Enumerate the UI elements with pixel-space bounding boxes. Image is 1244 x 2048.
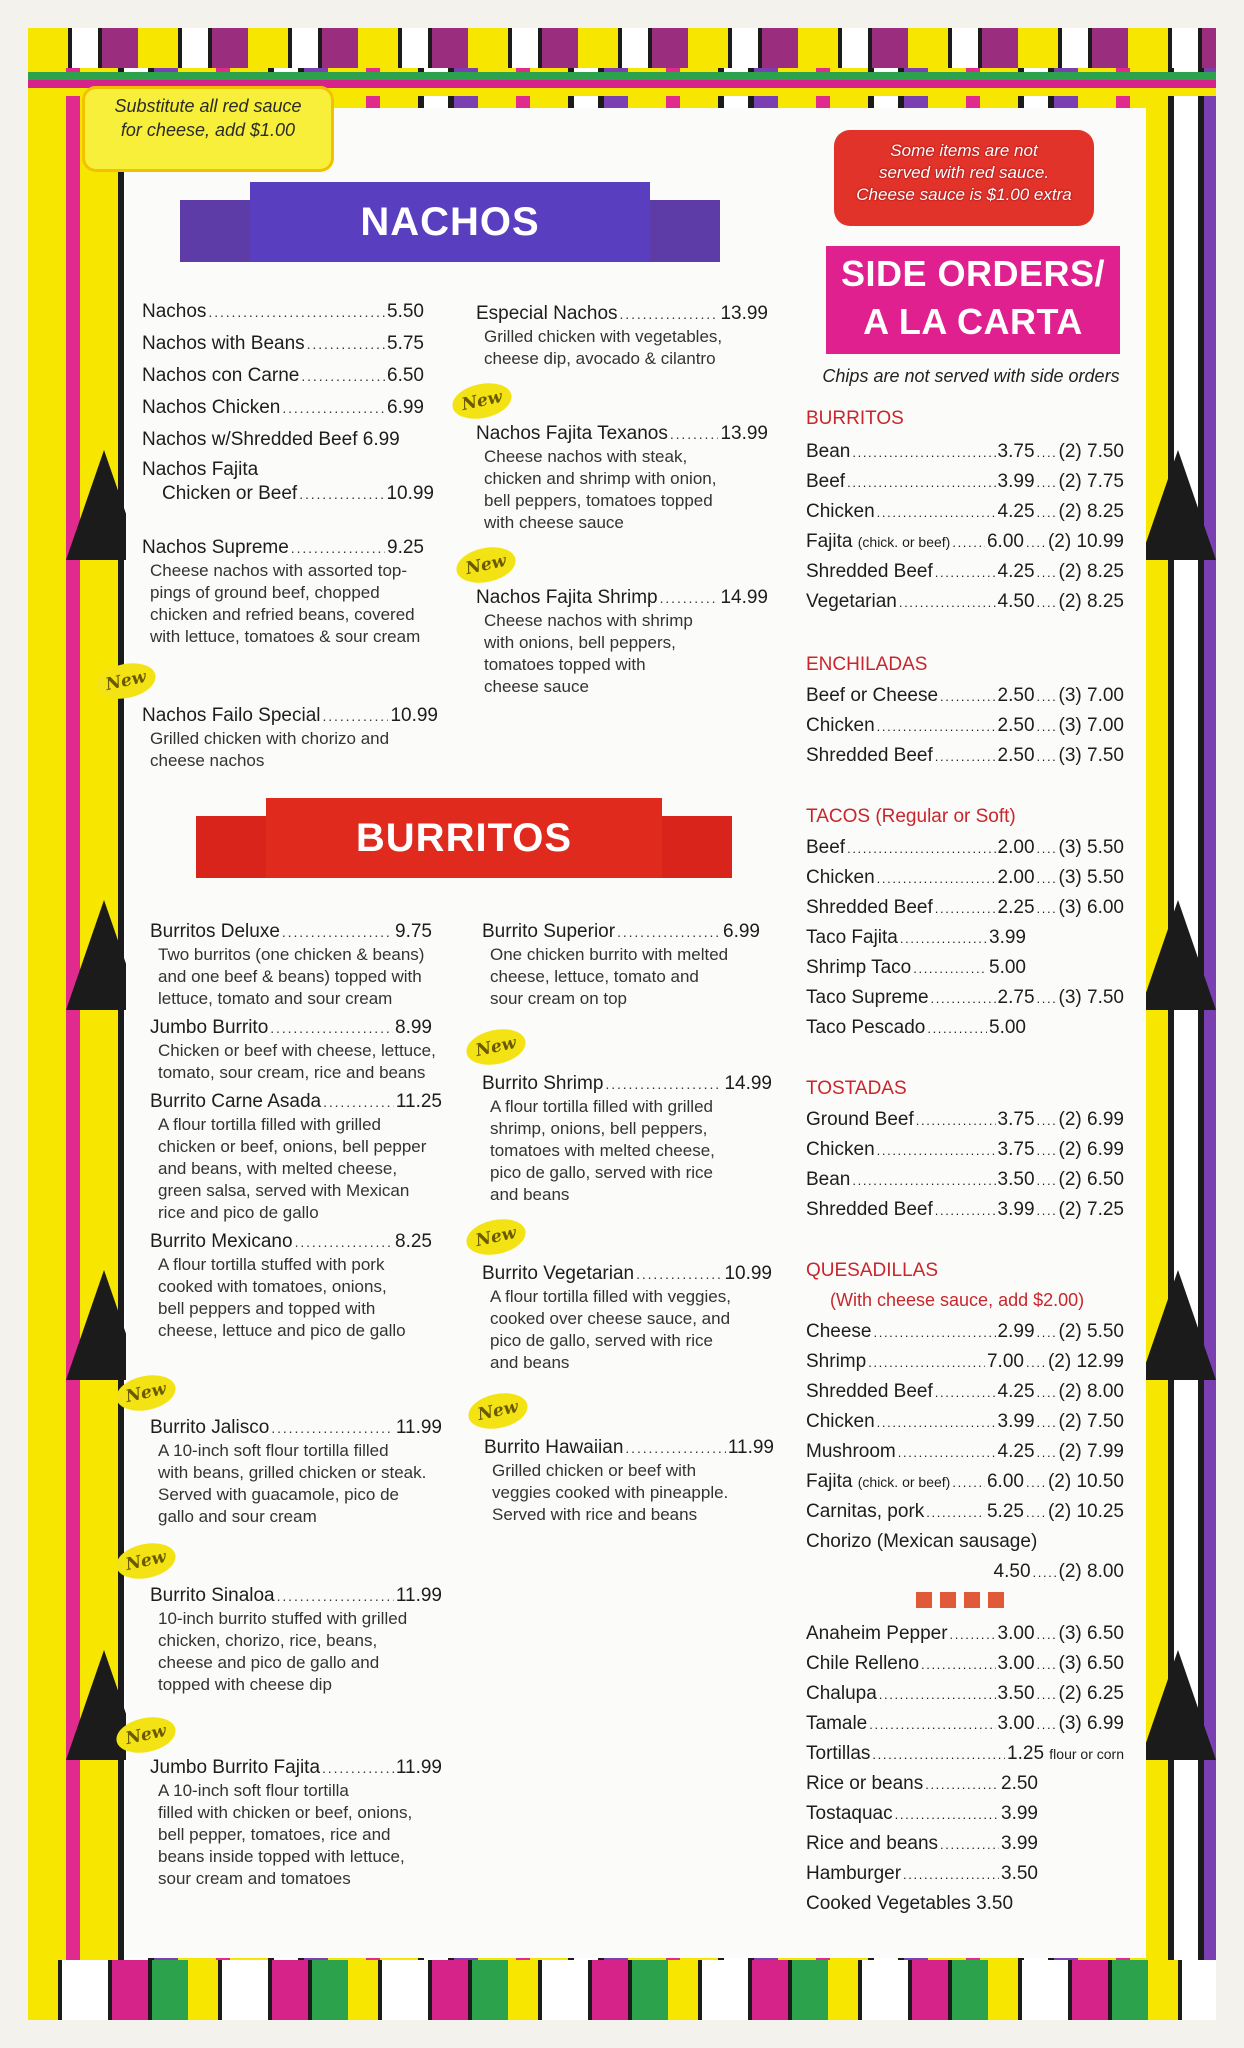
decorative-band (28, 72, 1216, 80)
side-item: Mushroom . . . 4.25 . . . (2) 7.99 (806, 1440, 1124, 1465)
side-item: Shredded Beef . . . 4.25 . . . (2) 8.00 (806, 1380, 1124, 1405)
side-item: Taco Pescado . . . 5.00 (806, 1016, 1026, 1041)
nachos-title: NACHOS (250, 182, 650, 262)
side-item: Chicken . . . 4.25 . . . (2) 8.25 (806, 500, 1124, 525)
side-item: Shredded Beef . . . 4.25 . . . (2) 8.25 (806, 560, 1124, 585)
decorative-triangle (1140, 450, 1216, 560)
menu-item: Burritos Deluxe . . . 9.75 Two burritos (one chicken & beans) and one beef & beans) topped with lettuce, tomato and sour cream (150, 920, 470, 1010)
divider-ornament (916, 1592, 1004, 1608)
side-item: Taco Fajita . . . 3.99 (806, 926, 1026, 951)
decorative-bottom-stripe (28, 1960, 1216, 2020)
side-section-title: TOSTADAS (806, 1078, 907, 1099)
side-item: Chicken . . . 2.50 . . . (3) 7.00 (806, 714, 1124, 739)
side-item: Beef or Cheese . . . 2.50 . . . (3) 7.00 (806, 684, 1124, 709)
side-item: Chalupa . . . 3.50 . . . (2) 6.25 (806, 1682, 1124, 1707)
side-item: Bean . . . 3.50 . . . (2) 6.50 (806, 1168, 1124, 1193)
side-item: Tostaquac . . . 3.99 (806, 1802, 1038, 1827)
nachos-banner (180, 182, 720, 262)
side-item: Carnitas, pork . . . 5.25 . . . (2) 10.25 (806, 1500, 1124, 1525)
red-sauce-substitution-note: Substitute all red sauce for cheese, add $1.00 (82, 86, 334, 172)
menu-item: Nachos Fajita Shrimp . . . 14.99 Cheese nachos with shrimp with onions, bell peppers, tomatoes topped with cheese sauce (476, 586, 768, 698)
side-item: Cheese . . . 2.99 . . . (2) 5.50 (806, 1320, 1124, 1345)
menu-item: Burrito Sinaloa . . . 11.99 10-inch burrito stuffed with grilled chicken, chorizo, rice, beans, cheese and pico de gallo and topped with cheese dip (150, 1584, 470, 1696)
side-item: Chicken . . . 3.99 . . . (2) 7.50 (806, 1410, 1124, 1435)
side-section-title: TACOS (Regular or Soft) (806, 806, 1016, 827)
side-item: Chile Relleno . . . 3.00 . . . (3) 6.50 (806, 1652, 1124, 1677)
decorative-triangle (1140, 1270, 1216, 1380)
new-badge: New (463, 1214, 529, 1260)
side-item: Vegetarian . . . 4.50 . . . (2) 8.25 (806, 590, 1124, 615)
side-item: Fajita (chick. or beef) . . . 6.00 . . . (2) 10.99 (806, 530, 1124, 555)
menu-item: Burrito Shrimp . . . 14.99 A flour tortilla filled with grilled shrimp, onions, bell peppers, tomatoes with melted cheese, pico de gallo, served with rice and beans (482, 1072, 782, 1206)
side-item: Beef . . . 3.99 . . . (2) 7.75 (806, 470, 1124, 495)
menu-item: Burrito Jalisco . . . 11.99 A 10-inch soft flour tortilla filled with beans, grilled chicken or steak. Served with guacamole, pico de gallo and sour cream (150, 1416, 470, 1528)
menu-item: Burrito Mexicano . . . 8.25 A flour tortilla stuffed with pork cooked with tomatoes, onions, bell peppers and topped with cheese, lettuce and pico de gallo (150, 1230, 470, 1342)
side-item: Chorizo (Mexican sausage) (806, 1531, 1038, 1552)
menu-item: Jumbo Burrito Fajita . . . 11.99 A 10-inch soft flour tortilla filled with chicken or beef, onions, bell pepper, tomatoes, rice and beans inside topped with lettuce, sour cream and tomatoes (150, 1756, 470, 1890)
side-item: Shredded Beef . . . 3.99 . . . (2) 7.25 (806, 1198, 1124, 1223)
side-section-title: QUESADILLAS (806, 1260, 938, 1281)
decorative-top-stripe (28, 28, 1216, 68)
new-badge: New (113, 1370, 179, 1416)
new-badge: New (113, 1538, 179, 1584)
side-section-title: BURRITOS (806, 408, 904, 429)
side-section-subtitle: (With cheese sauce, add $2.00) (830, 1290, 1085, 1310)
menu-item: Especial Nachos . . . 13.99 Grilled chicken with vegetables, cheese dip, avocado & cilantro (476, 302, 768, 370)
side-orders-header: SIDE ORDERS/ A LA CARTA (826, 246, 1120, 354)
side-item: Shredded Beef . . . 2.50 . . . (3) 7.50 (806, 744, 1124, 769)
decorative-triangle (1140, 1650, 1216, 1760)
side-item: Bean . . . 3.75 . . . (2) 7.50 (806, 440, 1124, 465)
side-item: Cooked Vegetables 3.50 (806, 1893, 1014, 1914)
menu-item: Burrito Carne Asada . . . 11.25 A flour tortilla filled with grilled chicken or beef, onions, bell pepper and beans, with melted cheese, green salsa, served with Mexican rice and pico de gallo (150, 1090, 470, 1224)
new-badge: New (113, 1712, 179, 1758)
side-item: Ground Beef . . . 3.75 . . . (2) 6.99 (806, 1108, 1124, 1133)
menu-item: Nachos Supreme . . . 9.25 Cheese nachos with assorted top- pings of ground beef, chopped chicken and refried beans, covered with lettuce, tomatoes & sour cream (142, 536, 442, 648)
menu-item: Nachos con Carne . . . 6.50 (142, 364, 424, 388)
chips-note: Chips are not served with side orders (822, 366, 1120, 386)
menu-item: Nachos Failo Special . . . 10.99 Grilled chicken with chorizo and cheese nachos (142, 704, 442, 772)
side-item: Fajita (chick. or beef) . . . 6.00 . . . (2) 10.50 (806, 1470, 1124, 1495)
menu-item: Nachos . . . 5.50 (142, 300, 424, 324)
side-item: Taco Supreme . . . 2.75 . . . (3) 7.50 (806, 986, 1124, 1011)
side-item: Chicken . . . 2.00 . . . (3) 5.50 (806, 866, 1124, 891)
new-badge: New (453, 542, 519, 588)
menu-item: Burrito Superior . . . 6.99 One chicken burrito with melted cheese, lettuce, tomato and sour cream on top (482, 920, 782, 1010)
side-item: Hamburger . . . 3.50 (806, 1862, 1038, 1887)
side-item: Beef . . . 2.00 . . . (3) 5.50 (806, 836, 1124, 861)
side-item-price: 4.50 . . . (2) 8.00 (806, 1560, 1124, 1585)
menu-item: Burrito Hawaiian . . . 11.99 Grilled chicken or beef with veggies cooked with pineapple. Served with rice and beans (484, 1436, 784, 1526)
side-section-title: ENCHILADAS (806, 654, 928, 675)
menu-item: Nachos Fajita Chicken or Beef . . . 10.99 (142, 458, 434, 506)
menu-item: Nachos w/Shredded Beef 6.99 (142, 429, 400, 450)
side-item: Chicken . . . 3.75 . . . (2) 6.99 (806, 1138, 1124, 1163)
new-badge: New (449, 378, 515, 424)
burritos-title: BURRITOS (266, 798, 662, 878)
menu-item: Nachos Fajita Texanos . . . 13.99 Cheese nachos with steak, chicken and shrimp with onion, bell peppers, tomatoes topped with cheese sauce (476, 422, 768, 534)
new-badge: New (93, 658, 159, 704)
side-item: Shrimp Taco . . . 5.00 (806, 956, 1026, 981)
side-item: Rice and beans . . . 3.99 (806, 1832, 1038, 1857)
side-item: Tortillas . . . 1.25 flour or corn (806, 1742, 1124, 1767)
side-item: Rice or beans . . . 2.50 (806, 1772, 1038, 1797)
menu-item: Jumbo Burrito . . . 8.99 Chicken or beef with cheese, lettuce, tomato, sour cream, rice and beans (150, 1016, 470, 1084)
menu-item: Nachos Chicken . . . 6.99 (142, 396, 424, 420)
cheese-sauce-note: Some items are not served with red sauce. Cheese sauce is $1.00 extra (834, 130, 1094, 226)
side-item: Shrimp . . . 7.00 . . . (2) 12.99 (806, 1350, 1124, 1375)
menu-item: Nachos with Beans . . . 5.75 (142, 332, 424, 356)
burritos-banner (196, 798, 732, 878)
side-item: Tamale . . . 3.00 . . . (3) 6.99 (806, 1712, 1124, 1737)
new-badge: New (465, 1388, 531, 1434)
new-badge: New (463, 1024, 529, 1070)
side-item: Anaheim Pepper . . . 3.00 . . . (3) 6.50 (806, 1622, 1124, 1647)
side-item: Shredded Beef . . . 2.25 . . . (3) 6.00 (806, 896, 1124, 921)
menu-item: Burrito Vegetarian . . . 10.99 A flour tortilla filled with veggies, cooked over cheese sauce, and pico de gallo, served with rice and beans (482, 1262, 782, 1374)
decorative-triangle (1140, 900, 1216, 1010)
